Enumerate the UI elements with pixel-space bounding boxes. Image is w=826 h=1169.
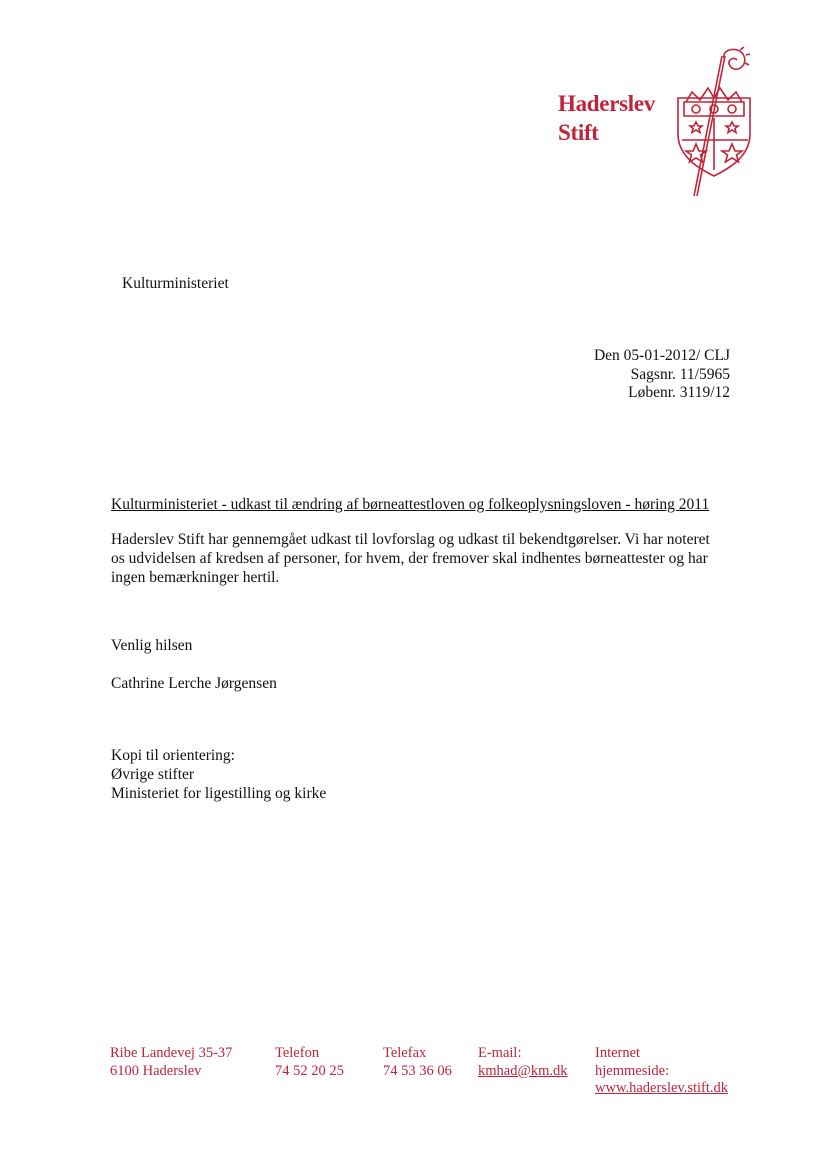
footer-web-label-line1: Internet: [595, 1045, 641, 1061]
footer-fax: [383, 1045, 452, 1080]
footer-phone: [275, 1045, 344, 1080]
footer-email-link[interactable]: kmhad@km.dk: [478, 1062, 568, 1079]
diocese-crest-icon: [664, 46, 760, 202]
body-line: ingen bemærkninger hertil.: [111, 569, 280, 586]
copy-recipient: Ministeriet for ligestilling og kirke: [111, 785, 327, 802]
subject-line: Kulturministeriet - udkast til ændring af børneattestloven og folkeoplysningsloven - høring 2011: [111, 496, 710, 513]
body-line: Haderslev Stift har gennemgået udkast til lovforslag og udkast til bekendtgørelser. Vi har noteret: [111, 531, 710, 548]
letterhead-name-line2: Stift: [558, 120, 599, 145]
reference-block: [594, 347, 730, 403]
footer-web: [595, 1045, 728, 1098]
footer-phone-value: 74 52 20 25: [275, 1062, 344, 1079]
footer-email-label: E-mail:: [478, 1045, 522, 1061]
footer-fax-label: Telefax: [383, 1045, 427, 1061]
closing: Venlig hilsen: [111, 637, 193, 654]
copy-heading: Kopi til orientering:: [111, 747, 235, 764]
footer-web-link[interactable]: www.haderslev.stift.dk: [595, 1080, 729, 1096]
body-line: os udvidelsen af kredsen af personer, for hvem, der fremover skal indhentes børneattester og har: [111, 550, 708, 567]
case-number: Sagsnr. 11/5965: [630, 365, 730, 383]
footer-address-line1: Ribe Landevej 35-37: [110, 1045, 233, 1061]
footer-address-line2: 6100 Haderslev: [110, 1062, 202, 1079]
footer-fax-value: 74 53 36 06: [383, 1062, 452, 1079]
copy-list: [111, 746, 326, 803]
footer-email: [478, 1045, 567, 1080]
footer-web-label-line2: hjemmeside:: [595, 1062, 670, 1079]
signer-name: Cathrine Lerche Jørgensen: [111, 675, 277, 692]
copy-recipient: Øvrige stifter: [111, 766, 195, 783]
serial-number: Løbenr. 3119/12: [628, 384, 730, 401]
footer-phone-label: Telefon: [275, 1045, 320, 1061]
letterhead-name: [558, 89, 655, 147]
date-line: Den 05-01-2012/ CLJ: [593, 347, 730, 364]
footer-address: [110, 1045, 232, 1080]
body-paragraph: [111, 530, 731, 587]
letterhead-name-line1: Haderslev: [558, 91, 655, 116]
recipient: Kulturministeriet: [122, 275, 229, 292]
